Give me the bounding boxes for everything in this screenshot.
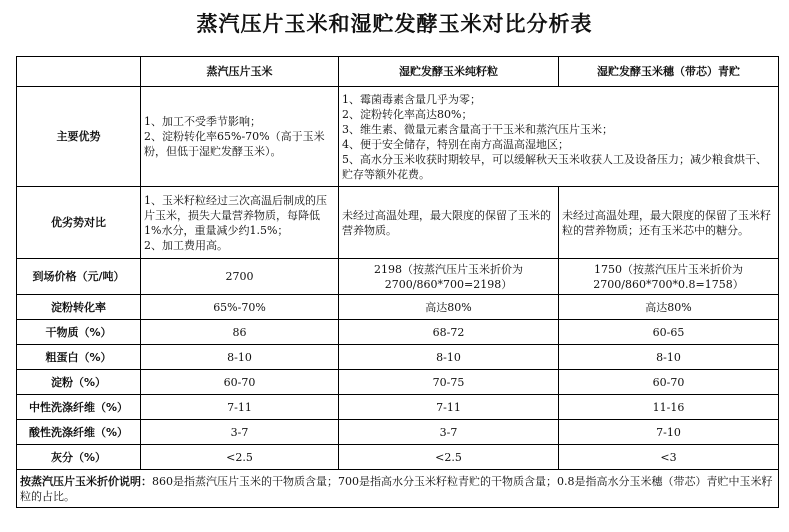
table-row [17,345,779,370]
cell-steam: 7-11 [141,395,339,420]
compare-item: 2、加工费用高。 [144,238,228,252]
row-label: 灰分（%） [17,445,141,470]
advantage-item: 5、高水分玉米收获时期较早，可以缓解秋天玉米收获人工及设备压力；减少粮食烘干、贮存等额外花费。 [342,152,767,181]
advantage-item: 4、便于安全储存，特别在南方高温高湿地区； [342,137,569,151]
cell-cob: 8-10 [559,345,779,370]
advantage-item: 1、加工不受季节影响； [144,115,261,128]
cell-steam: 65%-70% [141,295,339,320]
advantage-item: 2、淀粉转化率65%-70%（高于玉米粉，但低于湿贮发酵玉米）。 [144,130,325,158]
header-row [17,57,779,87]
compare-cob-cell: 未经过高温处理，最大限度的保留了玉米籽粒的营养物质；还有玉米芯中的糖分。 [559,187,779,259]
compare-steam-cell [141,187,339,259]
table-row [17,420,779,445]
header-steam-flaked: 蒸汽压片玉米 [141,57,339,87]
row-label: 到场价格（元/吨） [17,259,141,295]
cell-grain: 70-75 [339,370,559,395]
row-label: 酸性洗涤纤维（%） [17,420,141,445]
cell-cob: <3 [559,445,779,470]
cell-cob: 7-10 [559,420,779,445]
table-row [17,445,779,470]
row-label: 粗蛋白（%） [17,345,141,370]
cell-grain: 高达80% [339,295,559,320]
compare-grain-cell: 未经过高温处理，最大限度的保留了玉米的营养物质。 [339,187,559,259]
page-title: 蒸汽压片玉米和湿贮发酵玉米对比分析表 [196,12,593,36]
cell-grain: 68-72 [339,320,559,345]
cell-steam: 8-10 [141,345,339,370]
cell-cob: 60-70 [559,370,779,395]
cell-cob: 高达80% [559,295,779,320]
row-label: 淀粉（%） [17,370,141,395]
cell-grain: 7-11 [339,395,559,420]
advantage-item: 2、淀粉转化率高达80%； [342,107,473,121]
row-label-advantages: 主要优势 [17,87,141,187]
cell-steam: 86 [141,320,339,345]
row-label: 干物质（%） [17,320,141,345]
cell-grain: 3-7 [339,420,559,445]
advantages-row [17,87,779,187]
table-row [17,259,779,295]
cell-steam: 2700 [141,259,339,295]
row-label: 淀粉转化率 [17,295,141,320]
cell-cob: 60-65 [559,320,779,345]
advantages-wet-cell [339,87,779,187]
price-note [17,470,779,508]
comparison-table [16,56,779,508]
advantages-steam-cell [141,87,339,187]
header-wet-cob: 湿贮发酵玉米穗（带芯）青贮 [559,57,779,87]
cell-steam: <2.5 [141,445,339,470]
advantage-item: 3、维生素、微量元素含量高于干玉米和蒸汽压片玉米； [342,122,613,136]
cell-grain: <2.5 [339,445,559,470]
note-row [17,470,779,508]
cell-steam: 3-7 [141,420,339,445]
row-label-compare: 优劣势对比 [17,187,141,259]
cell-grain: 8-10 [339,345,559,370]
price-note-heading: 按蒸汽压片玉米折价说明： [20,474,152,488]
header-cell-empty [17,57,141,87]
cell-cob: 11-16 [559,395,779,420]
row-label: 中性洗涤纤维（%） [17,395,141,420]
table-row [17,370,779,395]
cell-cob: 1750（按蒸汽压片玉米折价为2700/860*700*0.8=1758） [559,259,779,295]
cell-steam: 60-70 [141,370,339,395]
table-row [17,295,779,320]
cell-grain: 2198（按蒸汽压片玉米折价为2700/860*700=2198） [339,259,559,295]
compare-item: 1、玉米籽粒经过三次高温后制成的压片玉米，损失大量营养物质，每降低1%水分，重量减少约1.5%； [144,193,327,237]
table-row [17,320,779,345]
compare-row [17,187,779,259]
advantage-item: 1、霉菌毒素含量几乎为零； [342,92,481,106]
price-note-text: 860是指蒸汽压片玉米的干物质含量；700是指高水分玉米籽粒青贮的干物质含量；0.8是指高水分玉米穗（带芯）青贮中玉米籽粒的占比。 [20,474,773,503]
table-row [17,395,779,420]
header-wet-grain: 湿贮发酵玉米纯籽粒 [339,57,559,87]
